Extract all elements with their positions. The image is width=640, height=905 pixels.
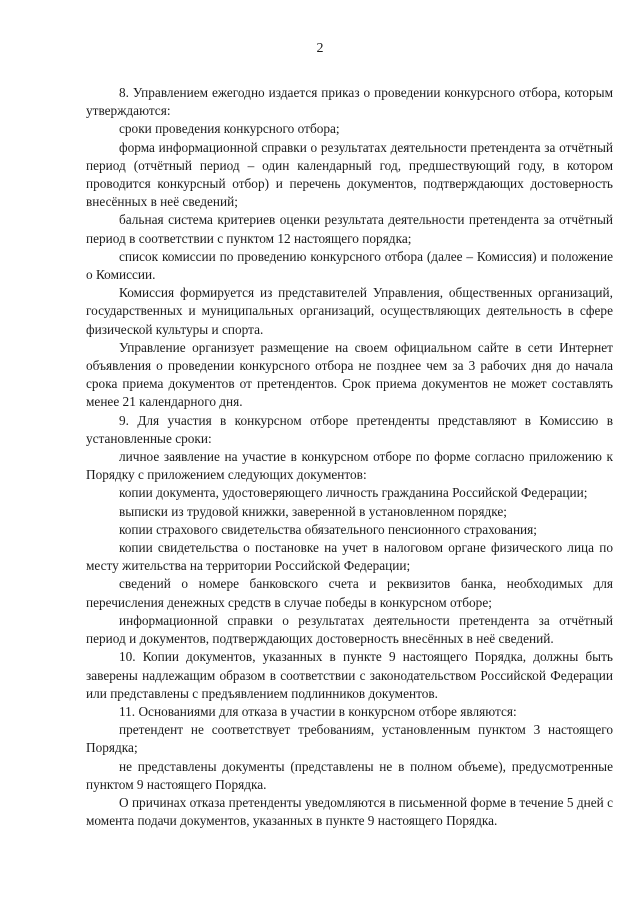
paragraph: не представлены документы (представлены не в полном объеме), предусмотренные пунктом 9 настоящего Порядка.	[86, 758, 613, 792]
document-body	[86, 84, 613, 830]
paragraph: претендент не соответствует требованиям, установленным пунктом 3 настоящего Порядка;	[86, 722, 613, 756]
paragraph: информационной справки о результатах деятельности претендента за отчётный период и документов, подтверждающих достоверность внесённых в неё сведений.	[86, 612, 613, 647]
paragraph: Управление организует размещение на своем официальном сайте в сети Интернет объявления о проведении конкурсного отбора не позднее чем за 3 рабочих дня до начала срока приема документов от претендентов. Срок приема документов не может составлять менее 21 календарного дня.	[86, 339, 613, 410]
paragraph: сроки проведения конкурсного отбора;	[119, 121, 340, 137]
page-number: 2	[316, 41, 324, 56]
paragraph: копии свидетельства о постановке на учет в налоговом органе физического лица по месту жительства на территории Российской Федерации;	[86, 540, 613, 574]
paragraph: копии страхового свидетельства обязательного пенсионного страхования;	[119, 521, 537, 537]
paragraph: 8. Управлением ежегодно издается приказ о проведении конкурсного отбора, которым утверждаются:	[86, 85, 613, 119]
paragraph: О причинах отказа претенденты уведомляются в письменной форме в течение 5 дней с момента подачи документов, указанных в пункте 9 настоящего Порядка.	[86, 794, 613, 829]
paragraph: список комиссии по проведению конкурсного отбора (далее – Комиссия) и положение о Комиссии.	[86, 248, 613, 283]
paragraph: форма информационной справки о результатах деятельности претендента за отчётный период (отчётный период – один календарный год, предшествующий году, в котором проводится конкурсный отбор) и перечень документов, подтверждающих достоверность внесённых в неё сведений;	[86, 139, 613, 210]
paragraph: 11. Основаниями для отказа в участии в конкурсном отборе являются:	[119, 703, 517, 719]
paragraph: копии документа, удостоверяющего личность гражданина Российской Федерации;	[119, 485, 588, 501]
paragraph: сведений о номере банковского счета и реквизитов банка, необходимых для перечисления денежных средств в случае победы в конкурсном отборе;	[86, 576, 613, 610]
paragraph: 9. Для участия в конкурсном отборе претенденты представляют в Комиссию в установленные сроки:	[86, 412, 613, 446]
paragraph: Комиссия формируется из представителей Управления, общественных организаций, государственных и муниципальных организаций, осуществляющих деятельность в сфере физической культуры и спорта.	[86, 285, 613, 337]
paragraph: 10. Копии документов, указанных в пункте 9 настоящего Порядка, должны быть заверены надлежащим образом в соответствии с законодательством Российской Федерации или представлены с предъявлением подлинников документов.	[86, 649, 613, 701]
paragraph: бальная система критериев оценки результата деятельности претендента за отчётный период в соответствии с пунктом 12 настоящего порядка;	[86, 212, 613, 246]
paragraph: выписки из трудовой книжки, заверенной в установленном порядке;	[119, 503, 507, 519]
paragraph: личное заявление на участие в конкурсном отборе по форме согласно приложению к Порядку с приложением следующих документов:	[86, 449, 613, 483]
